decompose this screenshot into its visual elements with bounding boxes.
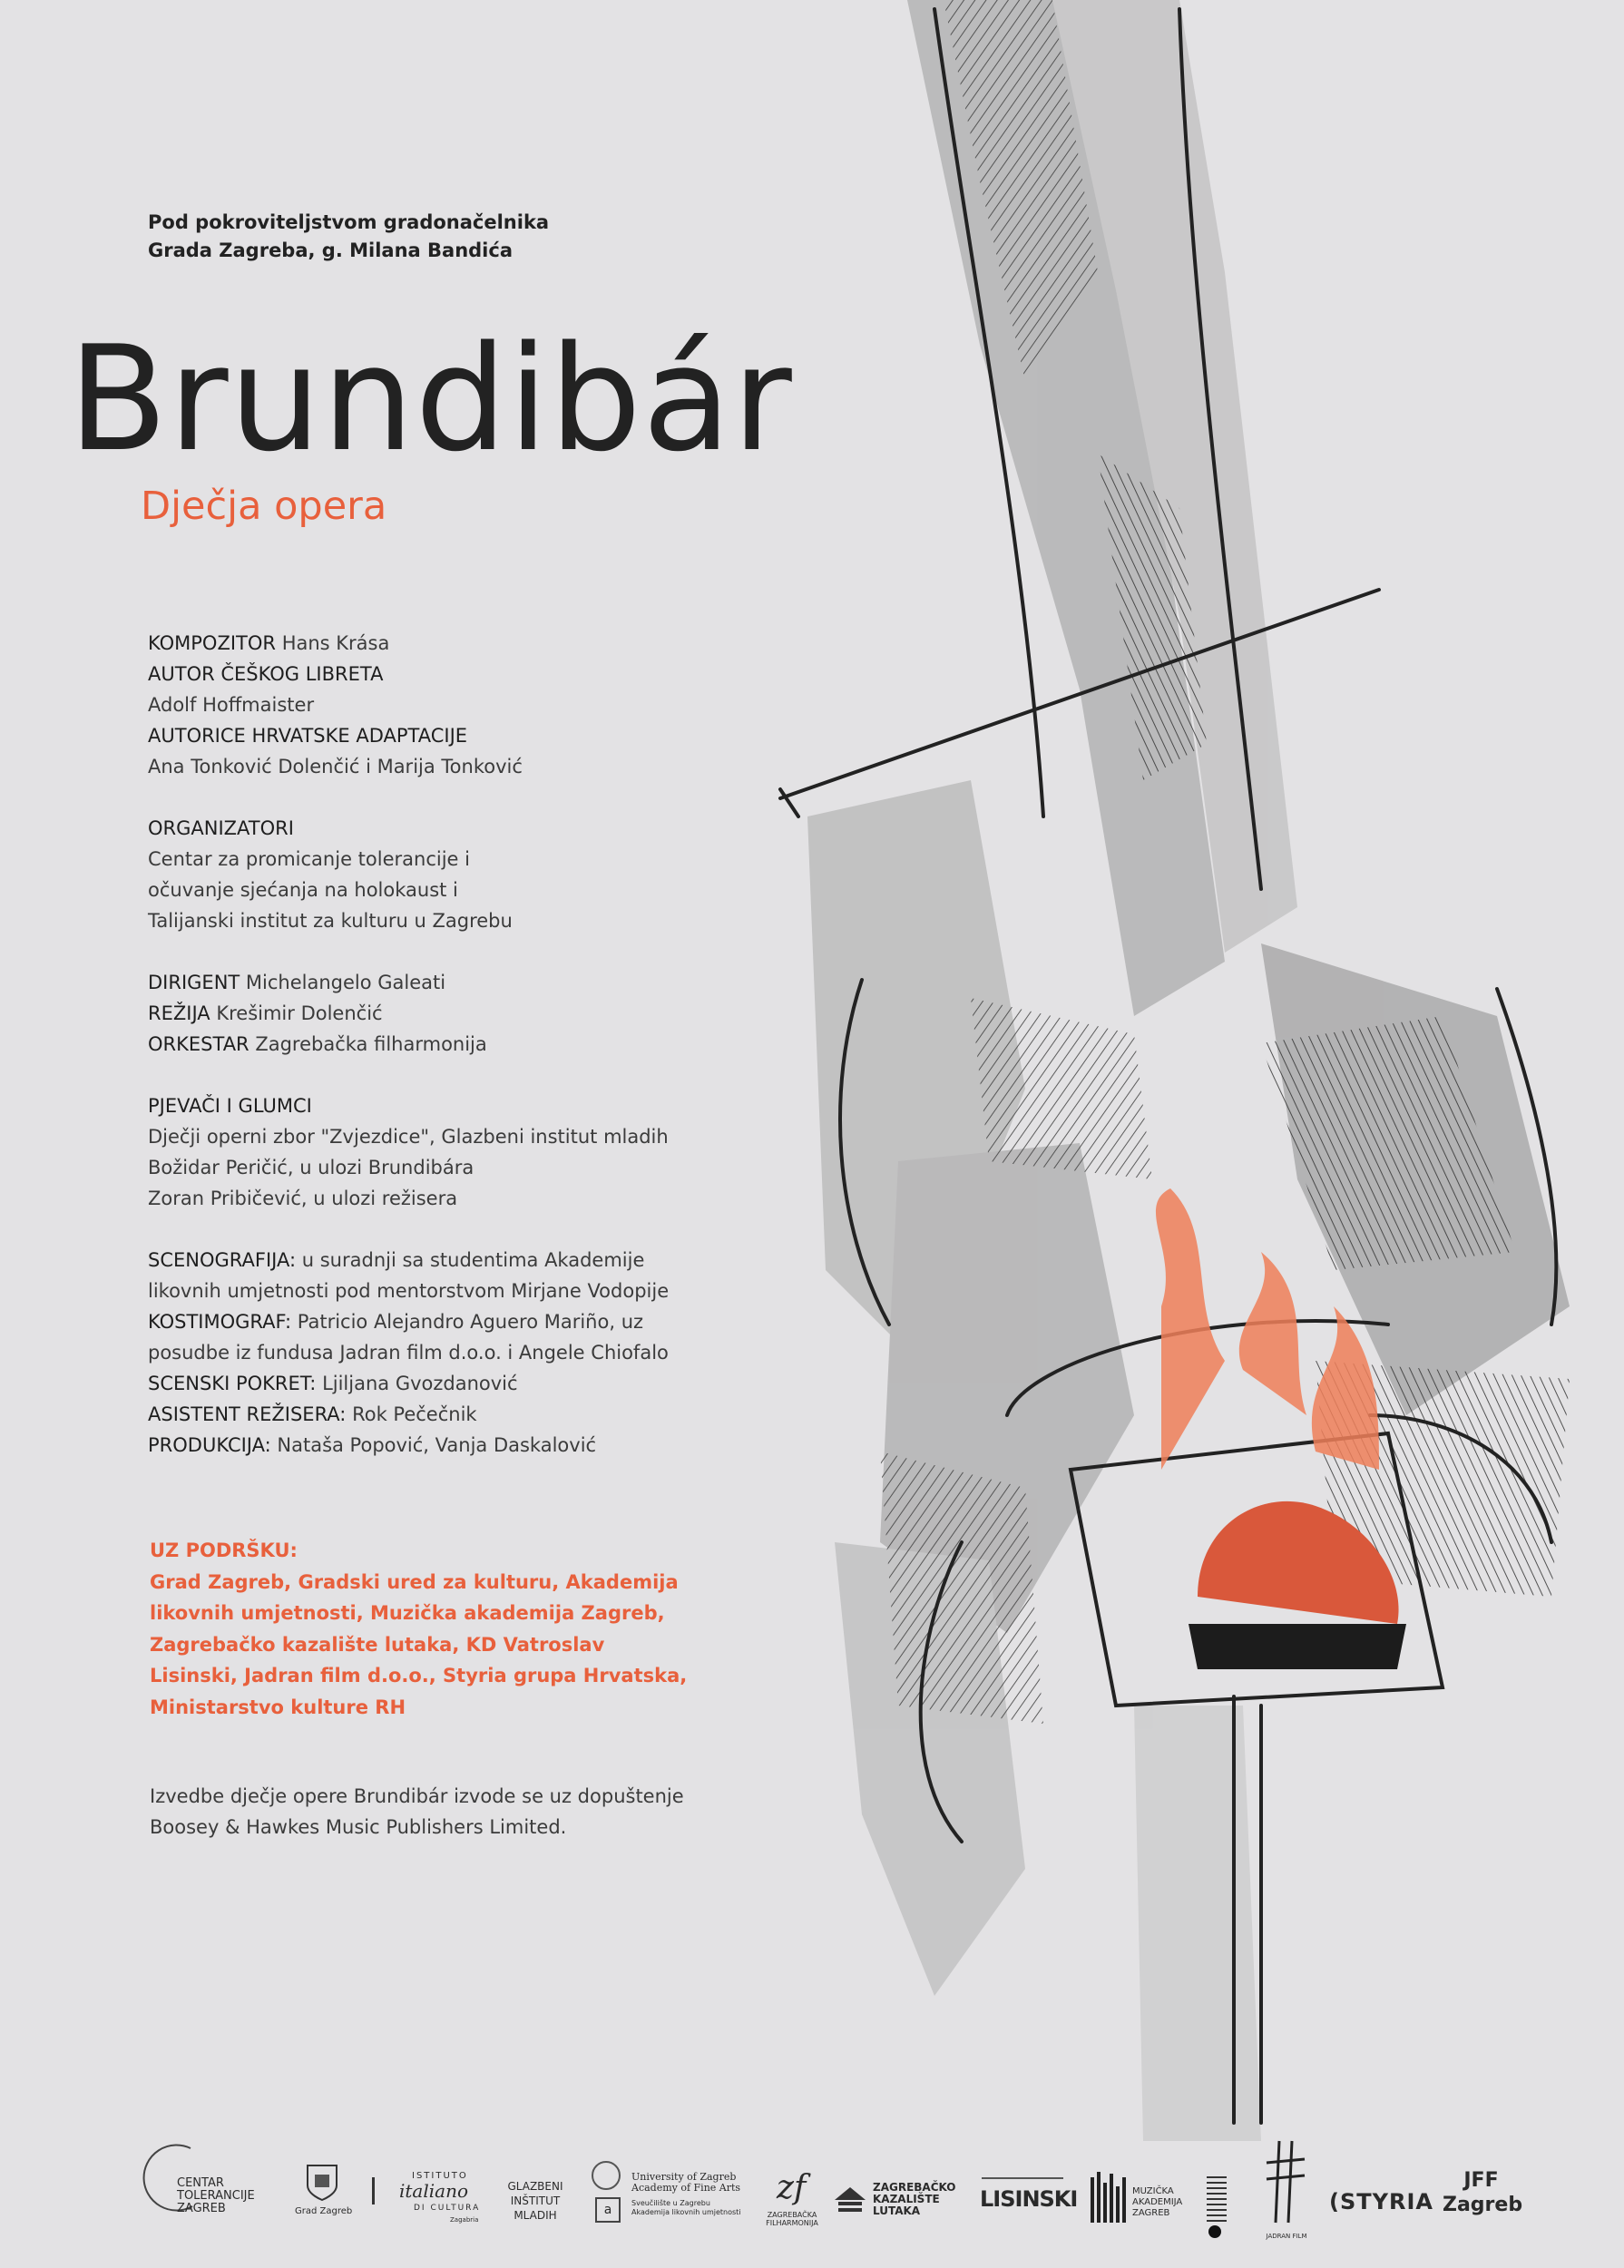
logo-text: JFF (1463, 2169, 1499, 2192)
zf-monogram-icon: zf (777, 2169, 807, 2206)
permission-note (150, 1781, 684, 1843)
muzicka-akademija-logo (1089, 2170, 1193, 2238)
logo-text: (STYRIA (1329, 2189, 1433, 2214)
zagrebacka-filharmonija-logo (760, 2170, 824, 2241)
credit-adaptation-label (148, 720, 692, 751)
academy-fine-arts-logo (590, 2161, 744, 2234)
credit-libretto: Adolf Hoffmaister (148, 694, 315, 716)
credit-value: Krešimir Dolenčić (216, 1002, 383, 1024)
credit-singers-1: Dječji operni zbor "Zvjezdice", Glazbeni institut mladih (148, 1126, 669, 1148)
glazbeni-institut-mladih-logo (504, 2179, 567, 2224)
logo-text: KAZALIŠTE (873, 2193, 940, 2205)
credit-organizers-1: Centar za promicanje tolerancije i (148, 848, 470, 870)
film-hash-icon (1263, 2139, 1308, 2226)
credit-label: REŽIJA (148, 1002, 210, 1024)
logo-text: ZAGREBAČKA (767, 2211, 817, 2219)
credit-adaptation: Ana Tonković Dolenčić i Marija Tonković (148, 756, 523, 777)
support-line-5: Ministarstvo kulture RH (150, 1696, 406, 1718)
support-line-1: Grad Zagreb, Gradski ured za kulturu, Akademija (150, 1570, 679, 1593)
credit-value: Ljiljana Gvozdanović (322, 1373, 518, 1394)
credit-value: Hans Krása (281, 632, 390, 654)
logo-text: Akademija likovnih umjetnosti (631, 2208, 741, 2216)
patronage-note (148, 209, 549, 265)
credit-scenography (148, 1245, 692, 1276)
credit-costume-2: posudbe iz fundusa Jadran film d.o.o. i Angele Chiofalo (148, 1342, 669, 1364)
credit-label: AUTORICE HRVATSKE ADAPTACIJE (148, 725, 468, 747)
poster-subtitle: Dječja opera (141, 484, 387, 529)
ministry-culture-logo (1199, 2173, 1236, 2236)
logo-text: Zagreb (1443, 2194, 1523, 2216)
credit-value: u suradnji sa studentima Akademije (301, 1249, 645, 1271)
credit-label: DIRIGENT (148, 972, 240, 993)
ministry-text-icon (1207, 2176, 1227, 2224)
puppet-theatre-icon (833, 2185, 867, 2216)
patronage-line-2: Grada Zagreba, g. Milana Bandića (148, 240, 513, 261)
logo-text: LUTAKA (873, 2204, 921, 2217)
logo-text: MLADIH (514, 2209, 557, 2222)
credit-organizers-3: Talijanski institut za kulturu u Zagrebu (148, 910, 513, 932)
support-label: UZ PODRŠKU: (150, 1540, 298, 1561)
credit-costume (148, 1306, 692, 1337)
credit-singers-label (148, 1090, 692, 1121)
support-line-2: likovnih umjetnosti, Muzička akademija Zagreb, (150, 1602, 665, 1624)
credit-label: ORGANIZATORI (148, 817, 294, 839)
centar-tolerancije-logo (136, 2141, 259, 2232)
credit-orchestra (148, 1029, 692, 1060)
logo-text: LISINSKI (980, 2186, 1078, 2212)
credit-label: KOMPOZITOR (148, 632, 276, 654)
cellist-illustration (753, 0, 1624, 2141)
credit-label: KOSTIMOGRAF: (148, 1311, 292, 1333)
credit-value: Patricio Alejandro Aguero Mariño, uz (297, 1311, 644, 1333)
jadran-film-logo (1259, 2139, 1314, 2248)
support-block (150, 1535, 687, 1723)
support-line-4: Lisinski, Jadran film d.o.o., Styria grupa Hrvatska, (150, 1665, 688, 1686)
logo-text: Grad Zagreb (295, 2206, 353, 2216)
logo-text: italiano (399, 2180, 468, 2202)
logo-text: INŠTITUT (510, 2195, 561, 2207)
logo-text: MUZIČKA (1132, 2186, 1174, 2196)
credit-label: PRODUKCIJA: (148, 1434, 271, 1456)
zagrebacko-kazaliste-lutaka-logo (833, 2182, 969, 2227)
poster-title: Brundibár (68, 314, 793, 484)
partner-logos (0, 2132, 1624, 2268)
logo-text: DI CULTURA (414, 2204, 481, 2213)
credit-label: ORKESTAR (148, 1033, 249, 1055)
styria-logo (1329, 2188, 1433, 2224)
logo-text: TOLERANCIJE (177, 2189, 255, 2203)
credit-label: AUTOR ČEŠKOG LIBRETA (148, 663, 384, 685)
logo-text: ZAGREB (1132, 2208, 1170, 2218)
logo-text: ISTITUTO (412, 2171, 468, 2181)
logo-text: FILHARMONIJA (766, 2219, 818, 2227)
university-seal-icon (592, 2161, 621, 2190)
credit-label: SCENOGRAFIJA: (148, 1249, 297, 1271)
logo-text: Zagabria (450, 2216, 479, 2224)
piano-bars-icon (1089, 2170, 1130, 2224)
credit-organizers-label (148, 813, 692, 844)
credit-director (148, 998, 692, 1029)
logo-text: CENTAR (177, 2176, 224, 2190)
credit-value: Michelangelo Galeati (245, 972, 446, 993)
credit-value: Rok Pečečnik (352, 1403, 477, 1425)
credit-organizers-2: očuvanje sjećanja na holokaust i (148, 879, 458, 901)
patronage-line-1: Pod pokroviteljstvom gradonačelnika (148, 211, 550, 233)
credit-movement (148, 1368, 692, 1399)
logo-text: Sveučilište u Zagrebu (631, 2199, 710, 2207)
credit-singers-2: Božidar Peričić, u ulozi Brundibára (148, 1157, 474, 1178)
logo-text: ZAGREB (177, 2202, 226, 2215)
logo-text: Academy of Fine Arts (631, 2182, 741, 2194)
credit-label: SCENSKI POKRET: (148, 1373, 317, 1394)
castle-crest-icon (304, 2164, 340, 2202)
credit-assistant (148, 1399, 692, 1430)
credit-value: Nataša Popović, Vanja Daskalović (277, 1434, 597, 1456)
istituto-italiano-logo (372, 2170, 485, 2234)
ministry-mark-icon (1208, 2225, 1221, 2238)
permission-line-2: Boosey & Hawkes Music Publishers Limited. (150, 1816, 567, 1838)
credit-composer (148, 628, 692, 659)
credits-block (148, 628, 692, 1461)
credit-scenography-2: likovnih umjetnosti pod mentorstvom Mirjane Vodopije (148, 1280, 670, 1302)
credit-production (148, 1430, 692, 1461)
credit-label: PJEVAČI I GLUMCI (148, 1095, 312, 1117)
credit-label: ASISTENT REŽISERA: (148, 1403, 347, 1425)
logo-text: GLAZBENI (507, 2180, 563, 2193)
divider (982, 2177, 1063, 2179)
credit-value: Zagrebačka filharmonija (255, 1033, 487, 1055)
credit-singers-3: Zoran Pribičević, u ulozi režisera (148, 1188, 458, 1209)
grad-zagreb-logo (295, 2164, 353, 2227)
support-line-3: Zagrebačko kazalište lutaka, KD Vatroslav (150, 1633, 605, 1656)
logo-text: University of Zagreb (631, 2171, 737, 2183)
lisinski-logo (978, 2177, 1078, 2232)
jff-zagreb-logo (1443, 2168, 1523, 2232)
grid-icon (372, 2177, 391, 2204)
logo-text: AKADEMIJA (1132, 2197, 1183, 2207)
credit-conductor (148, 967, 692, 998)
credit-libretto-label (148, 659, 692, 689)
logo-text: JADRAN FILM (1266, 2233, 1307, 2240)
permission-line-1: Izvedbe dječje opere Brundibár izvode se uz dopuštenje (150, 1785, 684, 1807)
logo-text: ZAGREBAČKO (873, 2181, 956, 2194)
alu-mark-icon: a (595, 2197, 621, 2223)
